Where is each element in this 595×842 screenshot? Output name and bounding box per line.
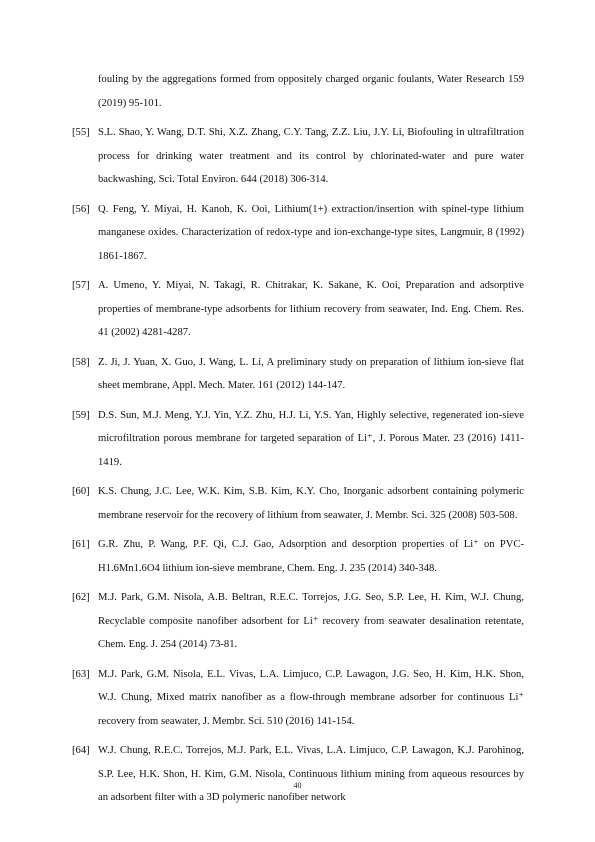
reference-number: [57]	[72, 280, 90, 291]
reference-entry	[72, 274, 524, 345]
reference-entry	[72, 533, 524, 580]
reference-text: W.J. Chung, R.E.C. Torrejos, M.J. Park, E.L. Vivas, L.A. Limjuco, C.P. Lawagon, K.J. Parohinog, S.P. Lee, H.K. Shon, H. Kim, G.M. Nisola, Continuous lithium mining from aqueous resources by an adsorbent filter with a 3D polymeric nanofiber network	[98, 745, 524, 803]
reference-text: D.S. Sun, M.J. Meng, Y.J. Yin, Y.Z. Zhu, H.J. Li, Y.S. Yan, Highly selective, regenerated ion-sieve microfiltration porous membrane for targeted separation of Li⁺, J. Porous Mater. 23 (2016) 1411-1419.	[98, 409, 524, 468]
reference-text: M.J. Park, G.M. Nisola, A.B. Beltran, R.E.C. Torrejos, J.G. Seo, S.P. Lee, H. Kim, W.J. Chung, Recyclable composite nanofiber adsorbent for Li⁺ recovery from seawater desalination retentate, Chem. Eng. J. 254 (2014) 73-81.	[98, 592, 524, 650]
reference-number: [55]	[72, 127, 90, 138]
reference-list	[72, 68, 524, 816]
reference-number: [64]	[72, 745, 90, 756]
reference-text: A. Umeno, Y. Miyai, N. Takagi, R. Chitrakar, K. Sakane, K. Ooi, Preparation and adsorptive properties of membrane-type adsorbents for lithium recovery from seawater, Ind. Eng. Chem. Res. 41 (2002) 4281-4287.	[98, 280, 524, 338]
reference-number: [56]	[72, 203, 90, 215]
reference-number: [60]	[72, 486, 90, 497]
reference-entry	[72, 586, 524, 657]
reference-number: [61]	[72, 539, 90, 550]
page-number: 40	[293, 781, 302, 790]
reference-entry	[72, 198, 524, 269]
reference-text: Z. Ji, J. Yuan, X. Guo, J. Wang, L. Li, A preliminary study on preparation of lithium ion-sieve flat sheet membrane, Appl. Mech. Mater. 161 (2012) 144-147.	[98, 356, 524, 391]
reference-entry	[72, 404, 524, 475]
reference-entry	[72, 68, 524, 115]
reference-text: M.J. Park, G.M. Nisola, E.L. Vivas, L.A. Limjuco, C.P. Lawagon, J.G. Seo, H. Kim, H.K. Shon, W.J. Chung, Mixed matrix nanofiber as a flow-through membrane adsorber for continuous Li⁺ recovery from seawater, J. Membr. Sci. 510 (2016) 141-154.	[98, 668, 524, 727]
reference-number: [59]	[72, 409, 90, 421]
reference-entry	[72, 739, 524, 810]
reference-number: [58]	[72, 356, 90, 368]
reference-text: K.S. Chung, J.C. Lee, W.K. Kim, S.B. Kim, K.Y. Cho, Inorganic adsorbent containing polymeric membrane reservoir for the recovery of lithium from seawater, J. Membr. Sci. 325 (2008) 503-508.	[98, 486, 524, 521]
reference-text: Q. Feng, Y. Miyai, H. Kanoh, K. Ooi, Lithium(1+) extraction/insertion with spinel-type lithium manganese oxides. Characterization of redox-type and ion-exchange-type sites, Langmuir, 8 (1992) 1861-1867.	[98, 203, 524, 262]
reference-text: S.L. Shao, Y. Wang, D.T. Shi, X.Z. Zhang, C.Y. Tang, Z.Z. Liu, J.Y. Li, Biofouling in ultrafiltration process for drinking water treatment and its control by chlorinated-water and pure water backwashing, Sci. Total Environ. 644 (2018) 306-314.	[98, 127, 524, 185]
reference-entry	[72, 663, 524, 734]
reference-entry	[72, 351, 524, 398]
reference-number: [63]	[72, 668, 90, 680]
reference-text: G.R. Zhu, P. Wang, P.F. Qi, C.J. Gao, Adsorption and desorption properties of Li⁺ on PVC-H1.6Mn1.6O4 lithium ion-sieve membrane, Chem. Eng. J. 235 (2014) 340-348.	[98, 539, 524, 574]
reference-entry	[72, 121, 524, 192]
reference-number: [62]	[72, 592, 90, 603]
reference-entry	[72, 480, 524, 527]
reference-text: fouling by the aggregations formed from oppositely charged organic foulants, Water Research 159 (2019) 95-101.	[98, 74, 524, 109]
